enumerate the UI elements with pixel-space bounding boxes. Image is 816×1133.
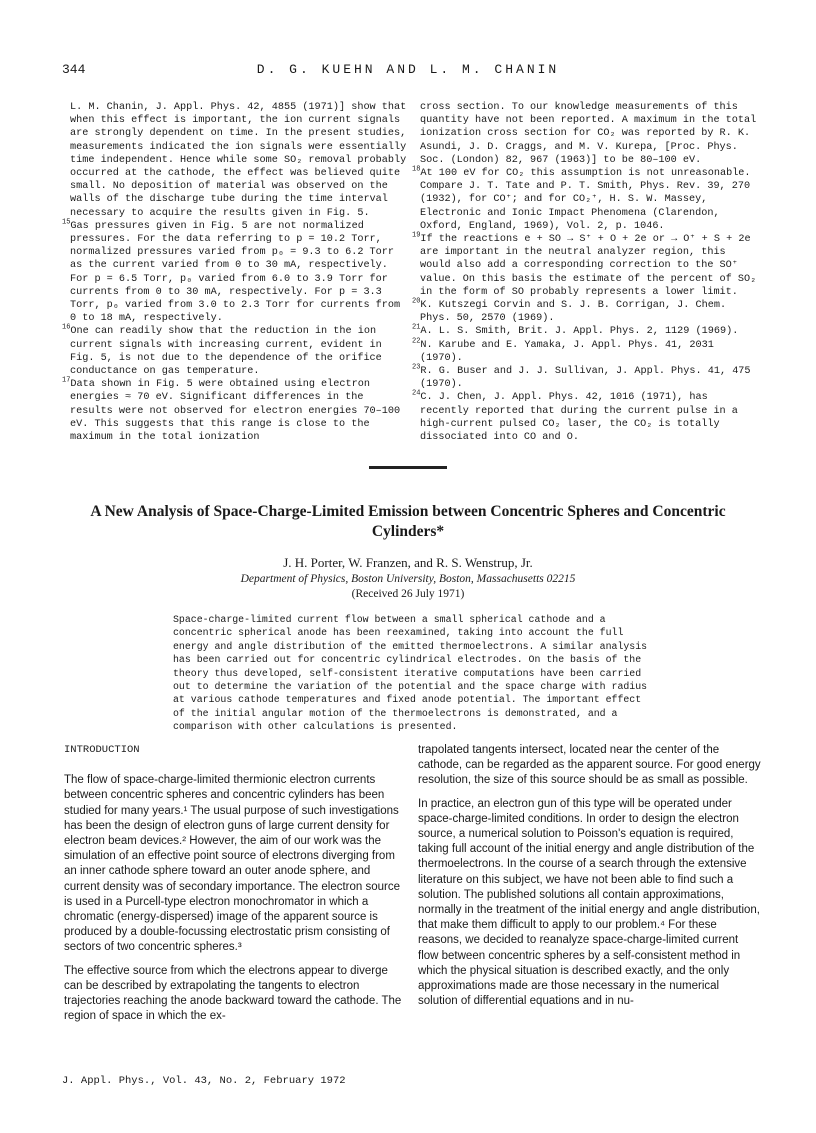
body-paragraph: The effective source from which the electrons appear to diverge can be described by extrapolating the tangents to electron trajectories reaching the anode backward toward the cathode. The region of space in which the ex- — [64, 964, 402, 1023]
footnote-16 — [62, 325, 407, 378]
running-head: D. G. KUEHN AND L. M. CHANIN — [256, 62, 560, 77]
footnote-text: If the reactions e + SO → S⁺ + O + 2e or → O⁺ + S + 2e are important in the neutral analyzer region, this would also add a corresponding correction to the SO⁺ value. On this basis the estimate of the percent of SO₂ in the form of SO probably represents a lower limit. — [420, 234, 757, 298]
footnote-text: Gas pressures given in Fig. 5 are not normalized pressures. For the data referring to p = 10.2 Torr, normalized pressures varied from p₀ = 9.3 to 6.2 Torr as the current varied from 0 to 30 mA, respectively. For p = 6.5 Torr, p₀ varied from 6.0 to 3.9 Torr for currents from 0 to 30 mA, respectively. For p = 3.3 Torr, p₀ varied from 3.0 to 2.3 Torr for currents from 0 to 18 mA, respectively. — [70, 220, 401, 325]
footnote-19 — [412, 233, 757, 299]
footnote-text: At 100 eV for CO₂ this assumption is not unreasonable. Compare J. T. Tate and P. T. Smith, Phys. Rev. 39, 270 (1932), for CO⁺; and for CO₂⁺, H. S. W. Massey, Electronic and Ionic Impact Phenomena (Clarendon, Oxford, England, 1969), Vol. 2, p. 1046. — [420, 168, 751, 232]
footnote-text: One can readily show that the reduction in the ion current signals with increasing current, evident in Fig. 5, is not due to the dependence of the orifice conductance on gas temperature. — [70, 326, 382, 378]
footnote-text: A. L. S. Smith, Brit. J. Appl. Phys. 2, 1129 (1969). — [420, 326, 739, 338]
footnote-marker: 22 — [412, 337, 421, 346]
footnote-marker: 21 — [412, 324, 421, 333]
footnote-marker: 20 — [412, 297, 421, 306]
abstract-text: Space-charge-limited current flow between a small spherical cathode and a concentric spherical anode has been reexamined, taking into account the full energy and angle distribution of the emitted thermoelectrons. A similar analysis has been carried out for concentric cylindrical electrodes. On the basis of the theory thus developed, self-consistent iterative computations have been carried out to determine the variation of the potential and the space charge with radius at various cathode temperatures and fixed anode potential. The important effect of the initial angular motion of the thermoelectrons is demonstrated, and a comparison with other calculations is presented. — [173, 614, 648, 733]
article-title: A New Analysis of Space-Charge-Limited Emission between Concentric Spheres and Concentric Cylinders* — [90, 503, 726, 540]
footnote-text: C. J. Chen, J. Appl. Phys. 42, 1016 (1971), has recently reported that during the current pulse in a high-current pulsed CO₂ laser, the CO₂ is totally dissociated into CO and O. — [420, 392, 738, 444]
footnote-24 — [412, 391, 757, 444]
body-paragraph: The flow of space-charge-limited thermionic electron currents between concentric spheres and concentric cylinders has been studied for many years.¹ The usual purpose of such investigations has been the design of electron guns of large current density for electron beam devices.² However, the aim of our work was the simulation of an effective point source of electrons diverging from an inner cathode sphere toward an outer anode sphere, and current density was of secondary importance. The electron source is used in a Purcell-type electron monochromator in which a chromatic (energy-dispersed) image of the apparent source is produced by a double-focussing electrostatic prism consisting of sectors of two concentric spheres.³ — [64, 774, 401, 954]
footnote-18 — [412, 167, 757, 233]
author-affiliation: Department of Physics, Boston University, Boston, Massachusetts 02215 — [240, 573, 576, 585]
article-authors: J. H. Porter, W. Franzen, and R. S. Wenstrup, Jr. — [283, 555, 533, 570]
footnotes-right-column — [412, 101, 757, 444]
footnotes-left-column — [62, 101, 407, 444]
footnote-23 — [412, 365, 757, 391]
footnote-marker: 15 — [62, 218, 71, 227]
footnote-22 — [412, 339, 757, 365]
footnote-text: K. Kutszegi Corvin and S. J. B. Corrigan, J. Chem. Phys. 50, 2570 (1969). — [420, 300, 727, 325]
abstract — [173, 613, 653, 734]
footnote-marker: 24 — [412, 390, 421, 399]
footnote-marker: 16 — [62, 324, 71, 333]
footnote-continuation: L. M. Chanin, J. Appl. Phys. 42, 4855 (1971)] show that when this effect is important, the ion current signals are strongly dependent on time. In the present studies, measurements indicated the ion signals were essentially time independent. Hence while some SO₂ removal probably occurred at the cathode, the effect was believed quite small. No deposition of material was observed on the walls of the discharge tube during the time interval necessary to acquire the results given in Fig. 5. — [70, 102, 407, 219]
body-paragraph: trapolated tangents intersect, located near the center of the cathode, can be regarded as the apparent source. For good energy resolution, the size of this source should be as small as possible. — [418, 744, 761, 787]
section-heading: INTRODUCTION — [64, 744, 140, 756]
footnote-17 — [62, 378, 407, 444]
footnote-text: N. Karube and E. Yamaka, J. Appl. Phys. 41, 2031 (1970). — [420, 339, 714, 364]
body-left-column — [64, 743, 407, 1032]
footnote-marker: 19 — [412, 231, 421, 240]
footnote-15 — [62, 220, 407, 326]
body-paragraph: In practice, an electron gun of this type will be operated under space-charge-limited conditions. In order to design the electron source, a numerical solution to Poisson's equation is required, taking full account of the initial energy and angle distribution of the thermoelectrons. In the course of a search through the extensive literature on this subject, we have not been able to find such a solution. The published solutions all contain approximations, normally in the treatment of the initial energy and angle distribution, that make them difficult to apply to our problem.⁴ For these reasons, we decided to reanalyze space-charge-limited current flow between concentric spheres by a self-consistent method in which the physical situation is described exactly, and the only approximations made are those necessary in the numerical solution of differential equations and in nu- — [418, 797, 761, 1008]
footnote-marker: 23 — [412, 363, 421, 372]
footnote-21 — [412, 325, 757, 338]
footnote-text: R. G. Buser and J. J. Sullivan, J. Appl. Phys. 41, 475 (1970). — [420, 366, 751, 391]
footnote-marker: 17 — [62, 376, 71, 385]
received-date: (Received 26 July 1971) — [351, 588, 465, 600]
page-number: 344 — [62, 62, 86, 77]
footnote-text: Data shown in Fig. 5 were obtained using electron energies ≈ 70 eV. Significant differences in the results were not observed for electron energies 70–100 eV. This suggests that this range is close to the maximum in the total ionization — [70, 379, 401, 444]
footnote-20 — [412, 299, 757, 325]
body-right-column — [418, 743, 761, 1017]
footnote-marker: 18 — [412, 165, 421, 174]
footnote-continuation: cross section. To our knowledge measurements of this quantity have not been reported. A maximum in the total ionization cross section for CO₂ was reported by R. K. Asundi, J. D. Craggs, and M. V. Kurepa, [Proc. Phys. Soc. (London) 82, 967 (1963)] to be 80–100 eV. — [420, 102, 757, 166]
journal-footer: J. Appl. Phys., Vol. 43, No. 2, February 1972 — [62, 1075, 346, 1087]
section-divider — [369, 466, 447, 469]
